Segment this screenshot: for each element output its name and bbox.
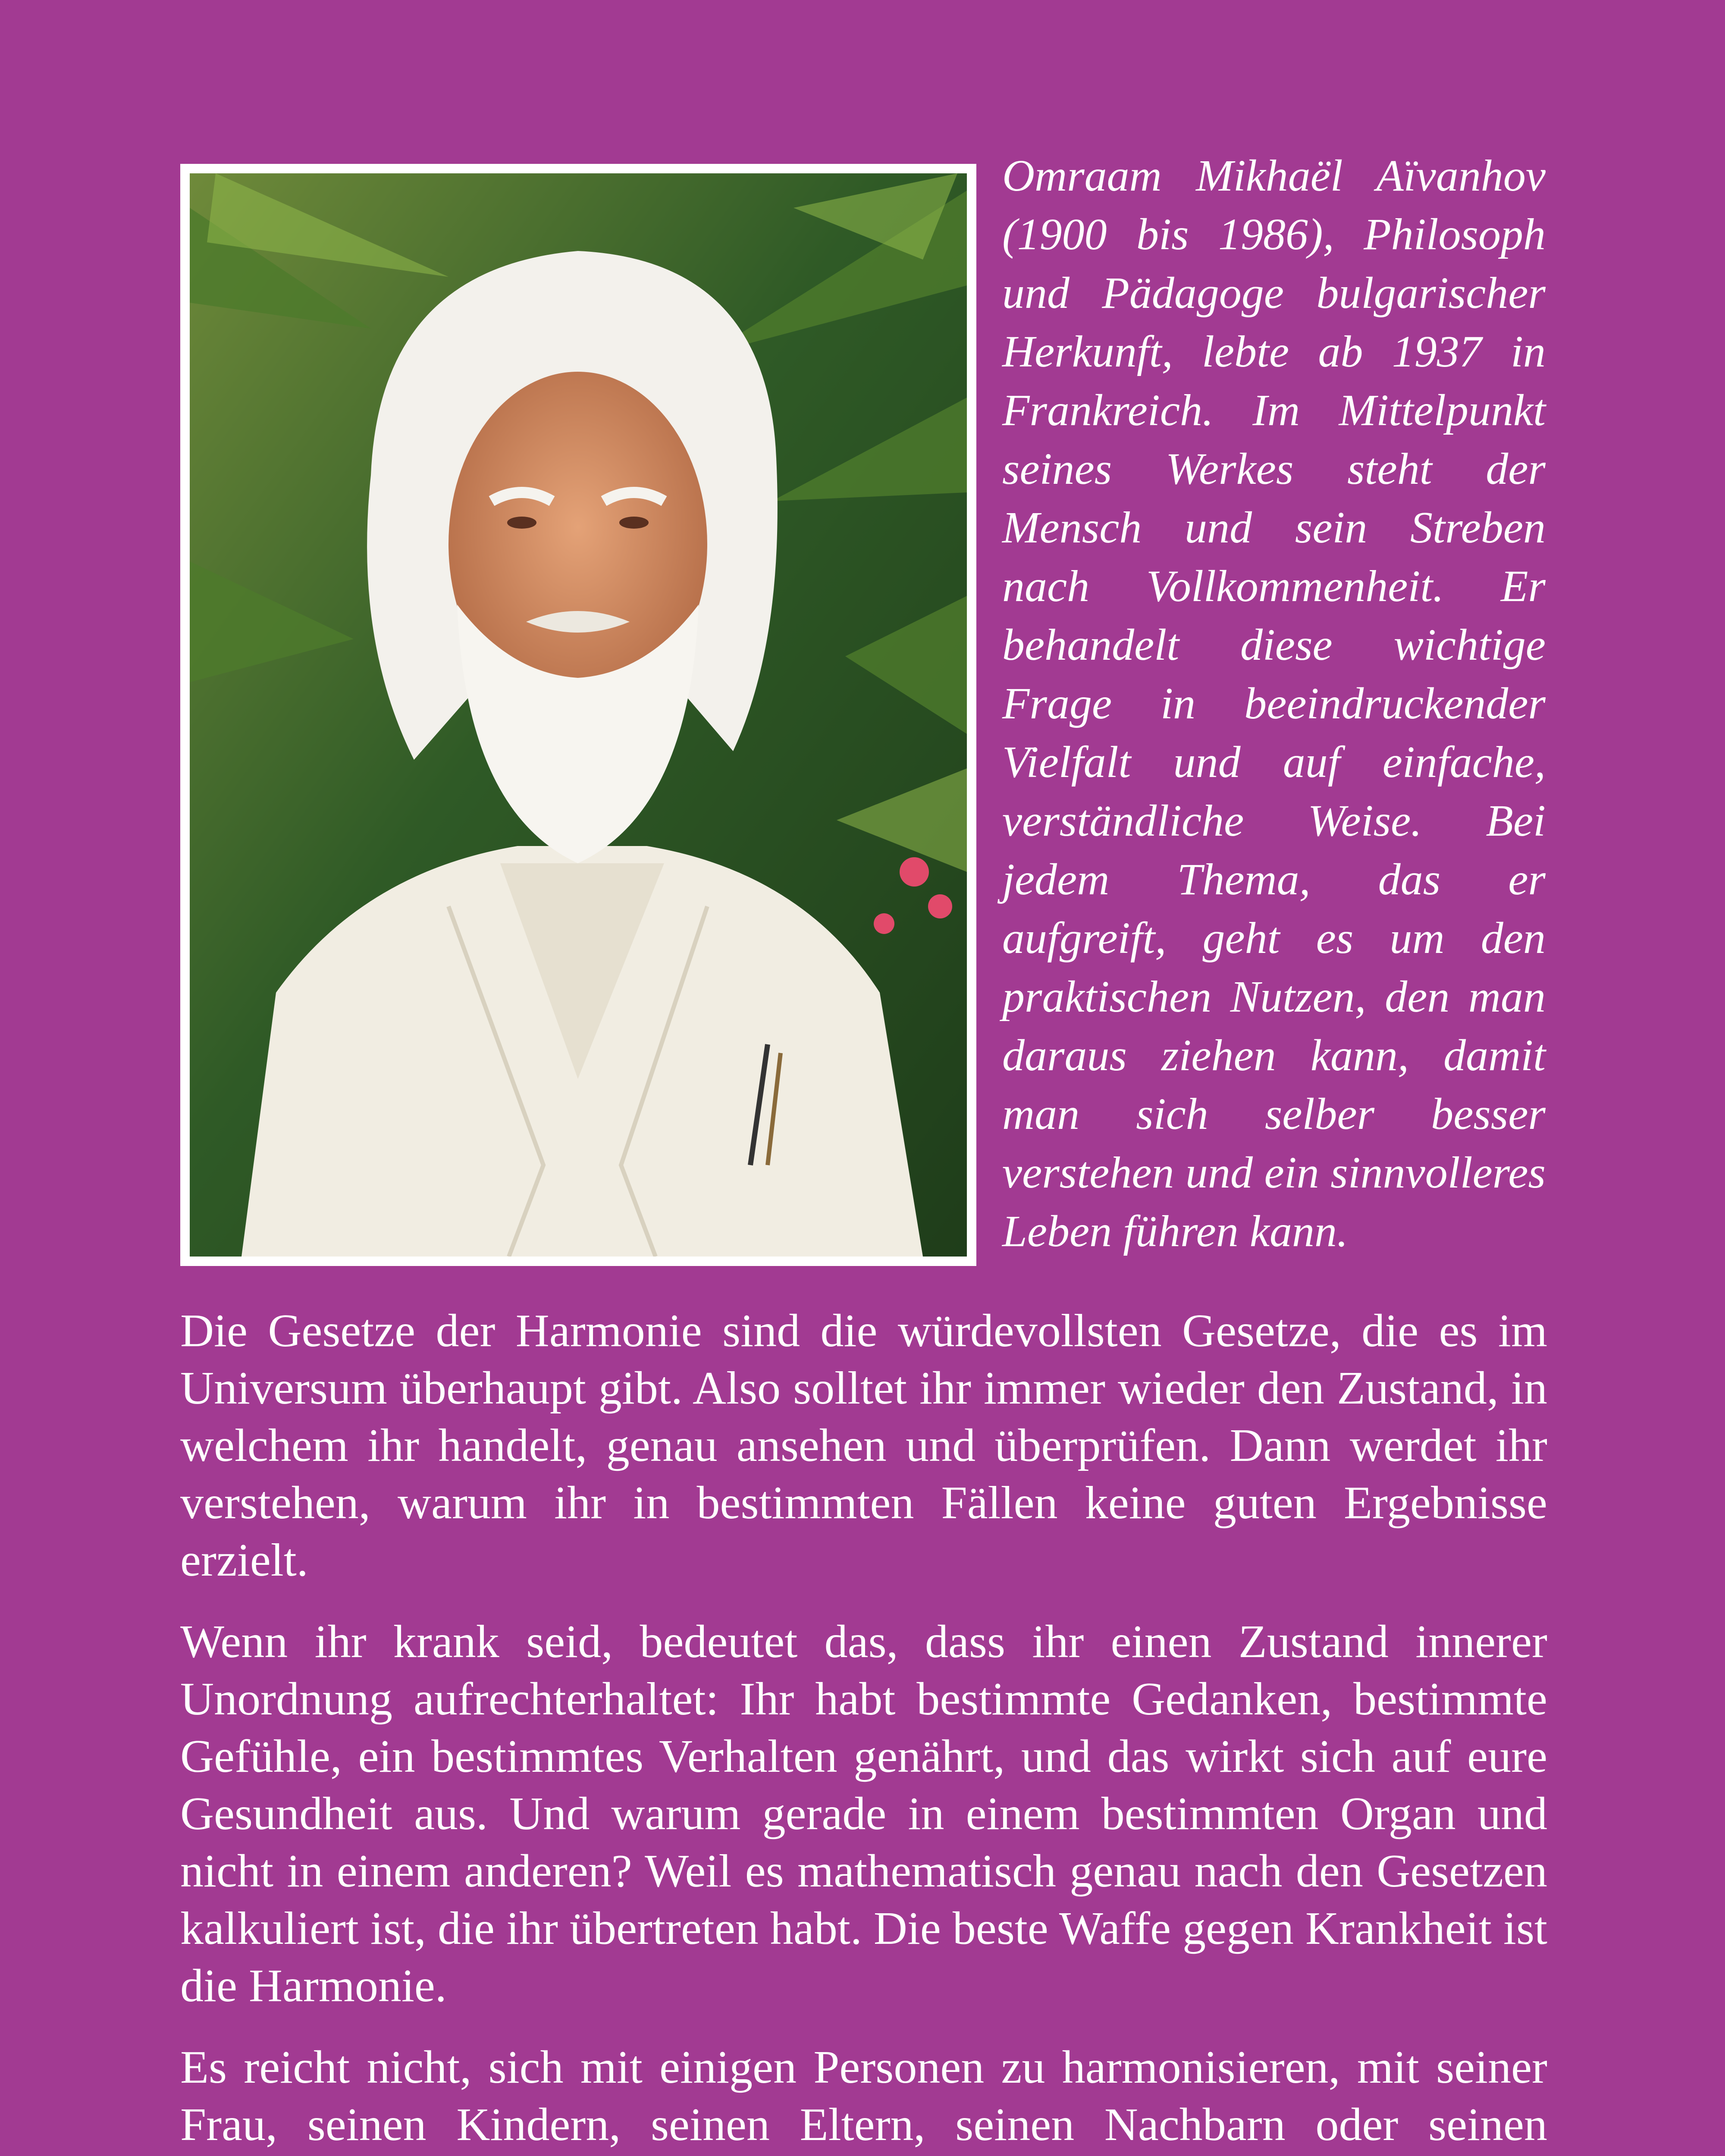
portrait-image [190,173,967,1257]
blurb-paragraph: Es reicht nicht, sich mit einigen Personen zu harmonisieren, mit seiner Frau, seinen Kindern, seinen Eltern, seinen Nachbarn oder seinen [180,2042,1547,2150]
author-bio: Omraam Mikhaël Aïvanhov (1900 bis 1986), Philosoph und Pädagoge bulgarischer Herkunft, lebte ab 1937 in Frankreich. Im Mittelpunkt seines Werkes steht der Mensch und sein Streben nach Vollkommenheit. Er behandelt diese wichtige Frage in beeindruckender Vielfalt und auf einfache, verständliche Weise. Bei jedem Thema, das er aufgreift, geht es um den praktischen Nutzen, den man daraus ziehen kann, damit man sich selber besser verstehen und ein sinnvolleres Leben führen kann. [1002,151,1546,1256]
author-portrait [180,164,976,1266]
blurb-text [180,1302,1547,2156]
blurb-paragraph: Die Gesetze der Harmonie sind die würdevollsten Gesetze, die es im Universum überhaupt gibt. Also solltet ihr immer wieder den Zustand, in welchem ihr handelt, genau ansehen und überprüfen. Dann werdet ihr verstehen, warum ihr in bestimmten Fällen keine guten Ergebnisse erzielt. [180,1305,1547,1586]
blurb-paragraph: Wenn ihr krank seid, bedeutet das, dass ihr einen Zustand innerer Unordnung aufrechterhaltet: Ihr habt bestimmte Gedanken, bestimmte Gefühle, ein bestimmtes Verhalten genährt, und das wirkt sich auf eure Gesundheit aus. Und warum gerade in einem bestimmten Organ und nicht in einem anderen? Weil es mathematisch genau nach den Gesetzen kalkuliert ist, die ihr übertreten habt. Die beste Waffe gegen Krankheit ist die Harmonie. [180,1616,1547,2012]
